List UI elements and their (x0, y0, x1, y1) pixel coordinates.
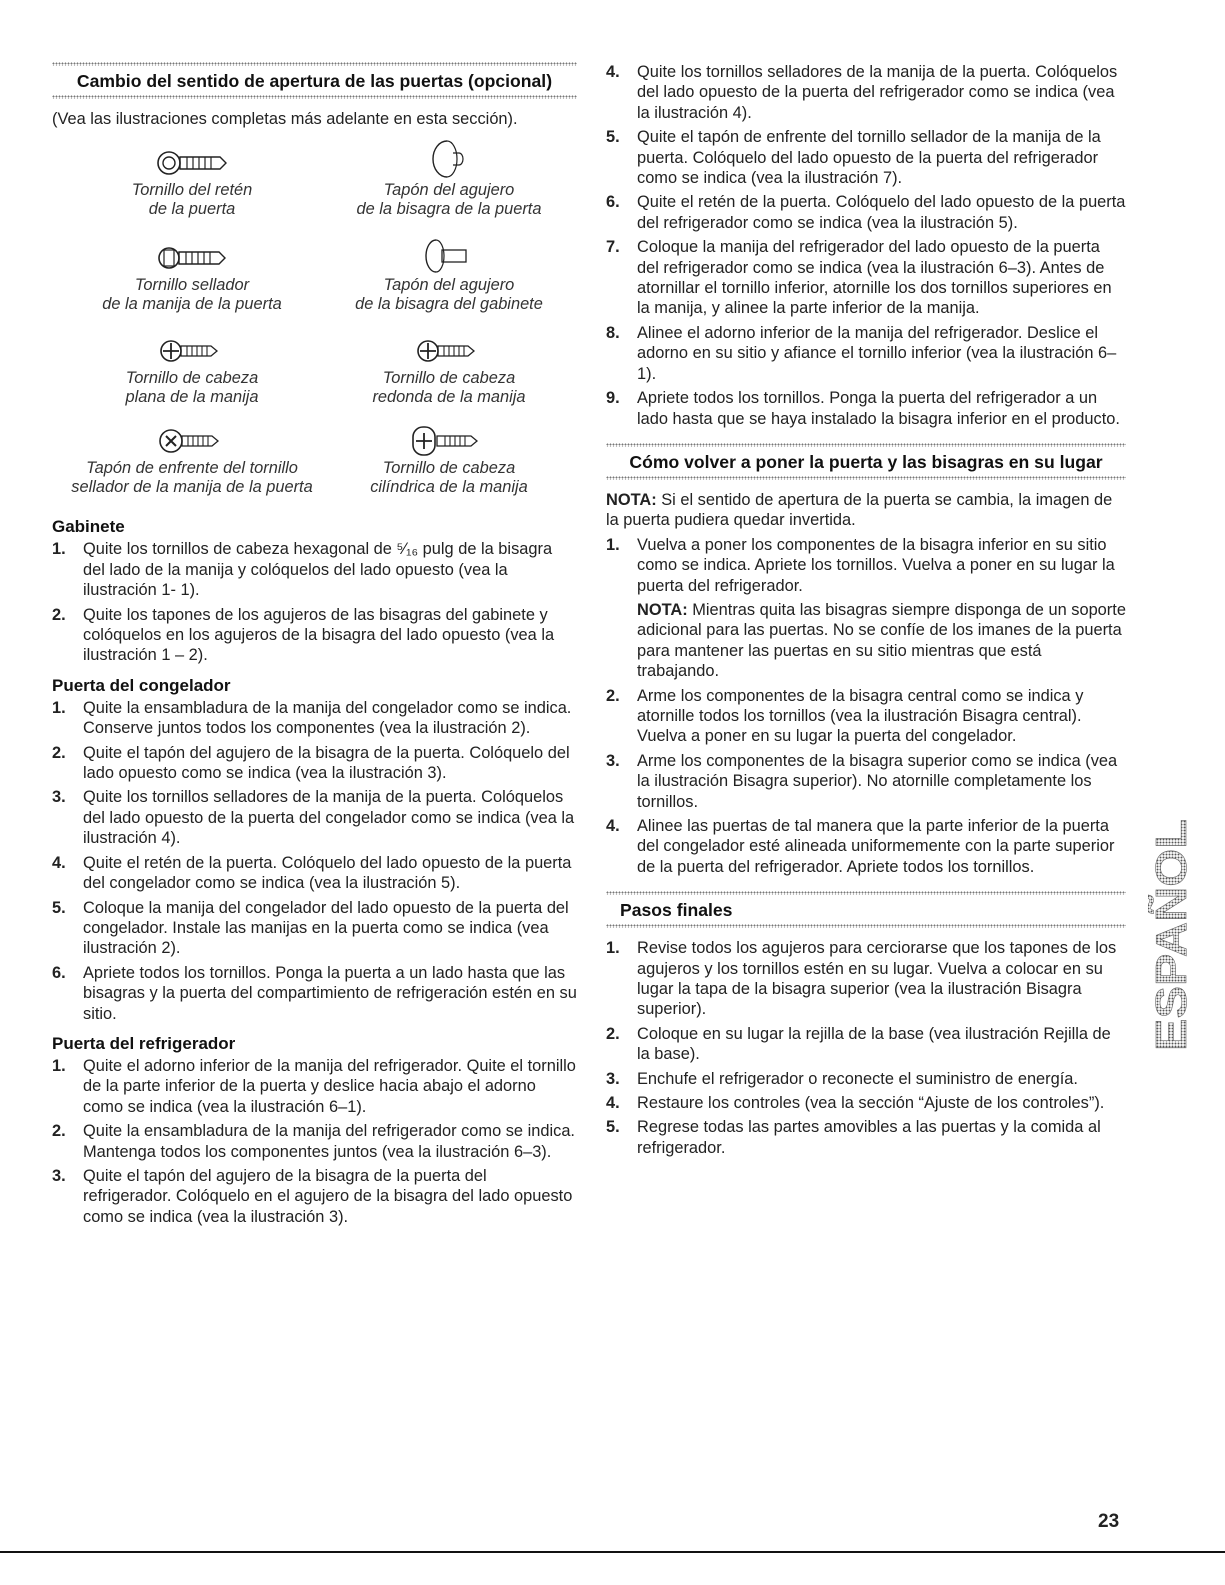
list-item: 3. Quite los tornillos selladores de la manija de la puerta. Colóquelos del lado opuesto de la puerta del congelador como se indica (vea la ilustración 4). (52, 788, 575, 848)
list-item-text: Quite el retén de la puerta. Colóquelo del lado opuesto de la puerta del congelador como se indica (vea la ilustración 5). (83, 853, 572, 893)
flat-head-screw-icon (67, 325, 317, 369)
part-caption-line: de la puerta (148, 200, 236, 219)
list-item-text: Revise todos los agujeros para cerciorarse que los tapones de los agujeros y los tornillos estén en su lugar. Vuelva a colocar en su lugar la tapa de la bisagra superior (vea la ilustración Bisagra superior). (637, 939, 1117, 1019)
part-hinge-hole-plug-door (324, 137, 574, 219)
list-refrigerador (52, 1056, 577, 1227)
part-sealing-screw-cap (67, 415, 317, 497)
list-item: 4. Restaure los controles (vea la sección “Ajuste de los controles”). (606, 1094, 1105, 1113)
list-item: 1. Revise todos los agujeros para cerciorarse que los tapones de los agujeros y los tornillos estén en su lugar. Vuelva a colocar en su lugar la tapa de la bisagra superior (vea la ilustración Bisagra superior). (606, 939, 1117, 1019)
list-item-text: Vuelva a poner los componentes de la bisagra inferior en su sitio como se indica. Apriete los tornillos. Vuelva a poner en su lugar la puerta del refrigerador. (637, 535, 1115, 595)
section-header-reinstall (606, 443, 1126, 480)
list-item: 2. Coloque en su lugar la rejilla de la base (vea ilustración Rejilla de la base). (606, 1024, 1111, 1064)
list-item: 2. Arme los componentes de la bisagra central como se indica y atornille todos los tornillos (vea la ilustración Bisagra central). Vuelva a poner en su lugar la puerta del congelador. (606, 686, 1084, 746)
part-caption-line: Tornillo de cabeza (125, 369, 259, 388)
list-item-text: Quite el retén de la puerta. Colóquelo del lado opuesto de la puerta del refrigerador como se indica (vea la ilustración 5). (637, 193, 1126, 232)
part-caption-line: de la bisagra de la puerta (356, 200, 542, 219)
list-item-text: Regrese todas las partes amovibles a las puertas y la comida al refrigerador. (637, 1118, 1101, 1157)
part-caption-line: Tapón del agujero (383, 181, 515, 200)
part-caption-line: cilíndrica de la manija (370, 478, 528, 497)
list-item-text: Quite los tornillos selladores de la manija de la puerta. Colóquelos del lado opuesto de la puerta del refrigerador como se indica (vea la ilustración 4). (637, 63, 1118, 122)
language-side-tab (1148, 815, 1198, 1055)
part-caption-line: Tornillo sellador (134, 276, 250, 295)
list-item: 5. Coloque la manija del congelador del lado opuesto de la puerta del congelador. Instale las manijas en la puerta como se indica (vea ilustración 2). (52, 898, 569, 958)
bottom-rule (0, 1551, 1225, 1553)
section-title: Pasos finales (620, 900, 733, 921)
list-item: 2. Quite la ensambladura de la manija del refrigerador como se indica. Mantenga todos los componentes juntos (vea la ilustración 6–3). (52, 1122, 575, 1161)
hinge-hole-plug-cabinet-icon (324, 232, 574, 276)
list-item-text: Coloque en su lugar la rejilla de la base (vea ilustración Rejilla de la base). (637, 1024, 1111, 1064)
list-refrigerador-continued (606, 62, 1126, 429)
section-header-final-steps (606, 891, 1126, 928)
list-item: 3. Enchufe el refrigerador o reconecte el suministro de energía. (606, 1069, 1078, 1088)
section-title: Cambio del sentido de apertura de las puertas (opcional) (76, 71, 553, 91)
hinge-hole-plug-door-icon (324, 137, 574, 181)
part-caption-line: plana de la manija (125, 388, 259, 407)
list-item-text: Apriete todos los tornillos. Ponga la puerta del refrigerador a un lado hasta que se haya instalado la bisagra inferior en el producto. (637, 389, 1120, 428)
list-item: 1. Quite el adorno inferior de la manija del refrigerador. Quite el tornillo de la parte inferior de la puerta y deslice hacia abajo el adorno como se indica (vea la ilustración 6–1). (52, 1056, 576, 1116)
list-item-text: Quite los tornillos selladores de la manija de la puerta. Colóquelos del lado opuesto de la puerta del congelador como se indica (vea la ilustración 4). (83, 788, 575, 848)
list-item: 3. Quite el tapón del agujero de la bisagra de la puerta del refrigerador. Colóquelo en el agujero de la bisagra del lado opuesto como se indica (vea la ilustración 3). (52, 1166, 573, 1226)
sealing-screw-cap-icon (67, 415, 317, 459)
section-header-door-reversal (52, 62, 577, 99)
list-item-text: Arme los componentes de la bisagra central como se indica y atornille todos los tornillos (vea la ilustración Bisagra central). Vuelva a poner en su lugar la puerta del congelador. (637, 686, 1084, 746)
list-item-text: Coloque la manija del refrigerador del lado opuesto de la puerta del refrigerador como se indica (vea la ilustración 6–3). Antes de atornillar el tornillo inferior, atornille los dos tornillos superiores en la manija, y alinee la parte inferior de la manija. (637, 238, 1112, 318)
list-item-text: Quite el adorno inferior de la manija del refrigerador. Quite el tornillo de la parte inferior de la puerta y deslice hacia abajo el adorno como se indica (vea la ilustración 6–1). (83, 1056, 576, 1116)
part-caption-line: sellador de la manija de la puerta (71, 478, 313, 497)
part-cylinder-head-screw (324, 415, 574, 497)
list-final-steps (606, 938, 1126, 1158)
part-flat-head-screw (67, 325, 317, 407)
intro-text: (Vea las ilustraciones completas más adelante en esta sección). (52, 110, 518, 128)
note-text: Mientras quita las bisagras siempre disponga de un soporte adicional para las puertas. No se confíe de los imanes de la puerta para mantener las puertas en su sitio mientras que está trabajando. (637, 600, 1126, 681)
list-item: 3. Arme los componentes de la bisagra superior como se indica (vea la ilustración Bisagra superior). No atornille completamente los tornillos. (606, 751, 1118, 811)
list-item-text: Alinee las puertas de tal manera que la parte inferior de la puerta del congelador esté alineada uniformemente con la parte superior de la puerta del refrigerador. Apriete todos los tornillos. (637, 817, 1115, 876)
list-item: 4. Quite los tornillos selladores de la manija de la puerta. Colóquelos del lado opuesto de la puerta del refrigerador como se indica (vea la ilustración 4). (606, 63, 1118, 122)
handle-sealing-screw-icon (67, 232, 317, 276)
list-item-text: Quite los tornillos de cabeza hexagonal de ⁵⁄₁₆ pulg de la bisagra del lado de la manija y colóquelos del lado opuesto (vea la ilustración 1- 1). (83, 540, 553, 600)
door-catch-screw-icon (67, 137, 317, 181)
part-caption-line: de la manija de la puerta (102, 295, 282, 314)
part-hinge-hole-plug-cabinet (324, 232, 574, 314)
sub-note (637, 600, 1126, 682)
part-caption-line: Tornillo de cabeza (382, 369, 516, 388)
part-round-head-screw (324, 325, 574, 407)
list-item-text: Restaure los controles (vea la sección “Ajuste de los controles”). (637, 1094, 1105, 1113)
dotted-rule (52, 95, 577, 99)
list-item-text: Quite la ensambladura de la manija del congelador como se indica. Conserve juntos todos los componentes (vea la ilustración 2). (83, 698, 572, 738)
subheading-gabinete: Gabinete (52, 517, 125, 537)
part-caption-line: redonda de la manija (372, 388, 526, 407)
side-tab-text: ESPAÑOL (1148, 841, 1196, 1051)
list-item: 5. Quite el tapón de enfrente del tornillo sellador de la manija de la puerta. Colóquelo del lado opuesto de la puerta del refrigerador como se indica (vea la ilustración 7). (606, 128, 1101, 188)
list-item-text: Quite el tapón del agujero de la bisagra de la puerta del refrigerador. Colóquelo en el agujero de la bisagra del lado opuesto como se indica (vea la ilustración 3). (83, 1166, 573, 1226)
list-gabinete (52, 539, 577, 665)
list-item: 1. Quite la ensambladura de la manija del congelador como se indica. Conserve juntos todos los componentes (vea la ilustración 2). (52, 698, 572, 738)
page-number: 23 (1098, 1511, 1120, 1532)
left-column (52, 62, 577, 1231)
list-item-text: Alinee el adorno inferior de la manija del refrigerador. Deslice el adorno en su sitio y afiance el tornillo inferior (vea la ilustración 6–1). (637, 323, 1117, 383)
list-item: 1. Quite los tornillos de cabeza hexagonal de ⁵⁄₁₆ pulg de la bisagra del lado de la manija y colóquelos del lado opuesto (vea la ilustración 1- 1). (52, 540, 553, 600)
list-item: 1. Vuelva a poner los componentes de la bisagra inferior en su sitio como se indica. Apriete los tornillos. Vuelva a poner en su lugar la puerta del refrigerador. NOTA: Mientras quita las bisagras siempre disponga de un soporte adicional para las puertas. No se confíe de los imanes de la puerta para mantener las puertas en su sitio mientras que está trabajando. (606, 535, 1126, 681)
list-item-text: Quite los tapones de los agujeros de las bisagras del gabinete y colóquelos en los agujeros de la bisagra del lado opuesto (vea la ilustración 1 – 2). (83, 605, 555, 665)
dotted-rule (606, 476, 1126, 480)
list-item-text: Quite el tapón del agujero de la bisagra de la puerta. Colóquelo del lado opuesto como se indica (vea la ilustración 3). (83, 743, 570, 783)
list-item-text: Quite la ensambladura de la manija del refrigerador como se indica. Mantenga todos los componentes juntos (vea la ilustración 6–3). (83, 1122, 575, 1161)
list-item: 2. Quite el tapón del agujero de la bisagra de la puerta. Colóquelo del lado opuesto como se indica (vea la ilustración 3). (52, 743, 570, 783)
subheading-congelador: Puerta del congelador (52, 675, 231, 695)
list-item: 6. Quite el retén de la puerta. Colóquelo del lado opuesto de la puerta del refrigerador como se indica (vea la ilustración 5). (606, 193, 1126, 232)
part-caption-line: Tornillo de cabeza (382, 459, 516, 478)
dotted-rule (606, 924, 1126, 928)
list-item: 8. Alinee el adorno inferior de la manija del refrigerador. Deslice el adorno en su sitio y afiance el tornillo inferior (vea la ilustración 6–1). (606, 323, 1117, 383)
list-item-text: Coloque la manija del congelador del lado opuesto de la puerta del congelador. Instale las manijas en la puerta como se indica (vea ilustración 2). (83, 898, 569, 958)
right-column (606, 62, 1126, 1162)
section-title: Cómo volver a poner la puerta y las bisagras en su lugar (629, 451, 1103, 472)
part-handle-sealing-screw (67, 232, 317, 314)
note (606, 490, 1126, 531)
list-item: 6. Apriete todos los tornillos. Ponga la puerta a un lado hasta que las bisagras y la puerta del compartimiento de refrigeración estén en su sitio. (52, 963, 577, 1023)
cylinder-head-screw-icon (324, 415, 574, 459)
list-item: 4. Quite el retén de la puerta. Colóquelo del lado opuesto de la puerta del congelador como se indica (vea la ilustración 5). (52, 853, 572, 893)
note-text: Si el sentido de apertura de la puerta se cambia, la imagen de la puerta pudiera quedar invertida. (606, 490, 1113, 530)
list-item: 7. Coloque la manija del refrigerador del lado opuesto de la puerta del refrigerador como se indica (vea la ilustración 6–3). Antes de atornillar el tornillo inferior, atornille los dos tornillos superiores en la manija, y alinee la parte inferior de la manija. (606, 238, 1112, 318)
list-congelador (52, 698, 577, 1024)
round-head-screw-icon (324, 325, 574, 369)
list-item: 5. Regrese todas las partes amovibles a las puertas y la comida al refrigerador. (606, 1118, 1101, 1157)
subheading-refrigerador: Puerta del refrigerador (52, 1033, 236, 1053)
list-item-text: Apriete todos los tornillos. Ponga la puerta a un lado hasta que las bisagras y la puerta del compartimiento de refrigeración estén en su sitio. (83, 963, 577, 1023)
list-item-text: Quite el tapón de enfrente del tornillo sellador de la manija de la puerta. Colóquelo del lado opuesto de la puerta del refrigerador como se indica (vea la ilustración 7). (637, 128, 1101, 188)
part-caption-line: de la bisagra del gabinete (355, 295, 543, 314)
part-door-catch-screw (67, 137, 317, 219)
list-item: 9. Apriete todos los tornillos. Ponga la puerta del refrigerador a un lado hasta que se haya instalado la bisagra inferior en el producto. (606, 389, 1120, 428)
parts-legend (52, 137, 577, 507)
list-item: 2. Quite los tapones de los agujeros de las bisagras del gabinete y colóquelos en los agujeros de la bisagra del lado opuesto (vea la ilustración 1 – 2). (52, 605, 555, 665)
list-item-text: Enchufe el refrigerador o reconecte el suministro de energía. (637, 1069, 1078, 1088)
part-caption-line: Tapón de enfrente del tornillo (86, 459, 298, 478)
list-item-text: Arme los componentes de la bisagra superior como se indica (vea la ilustración Bisagra superior). No atornille completamente los tornillos. (637, 751, 1118, 811)
note-label: NOTA: (606, 490, 657, 509)
list-item: 4. Alinee las puertas de tal manera que la parte inferior de la puerta del congelador esté alineada uniformemente con la parte superior de la puerta del refrigerador. Apriete todos los tornillos. (606, 817, 1115, 876)
list-reinstall (606, 535, 1126, 878)
note-label: NOTA: (637, 600, 688, 619)
part-caption-line: Tapón del agujero (383, 276, 515, 295)
part-caption-line: Tornillo del retén (131, 181, 253, 200)
